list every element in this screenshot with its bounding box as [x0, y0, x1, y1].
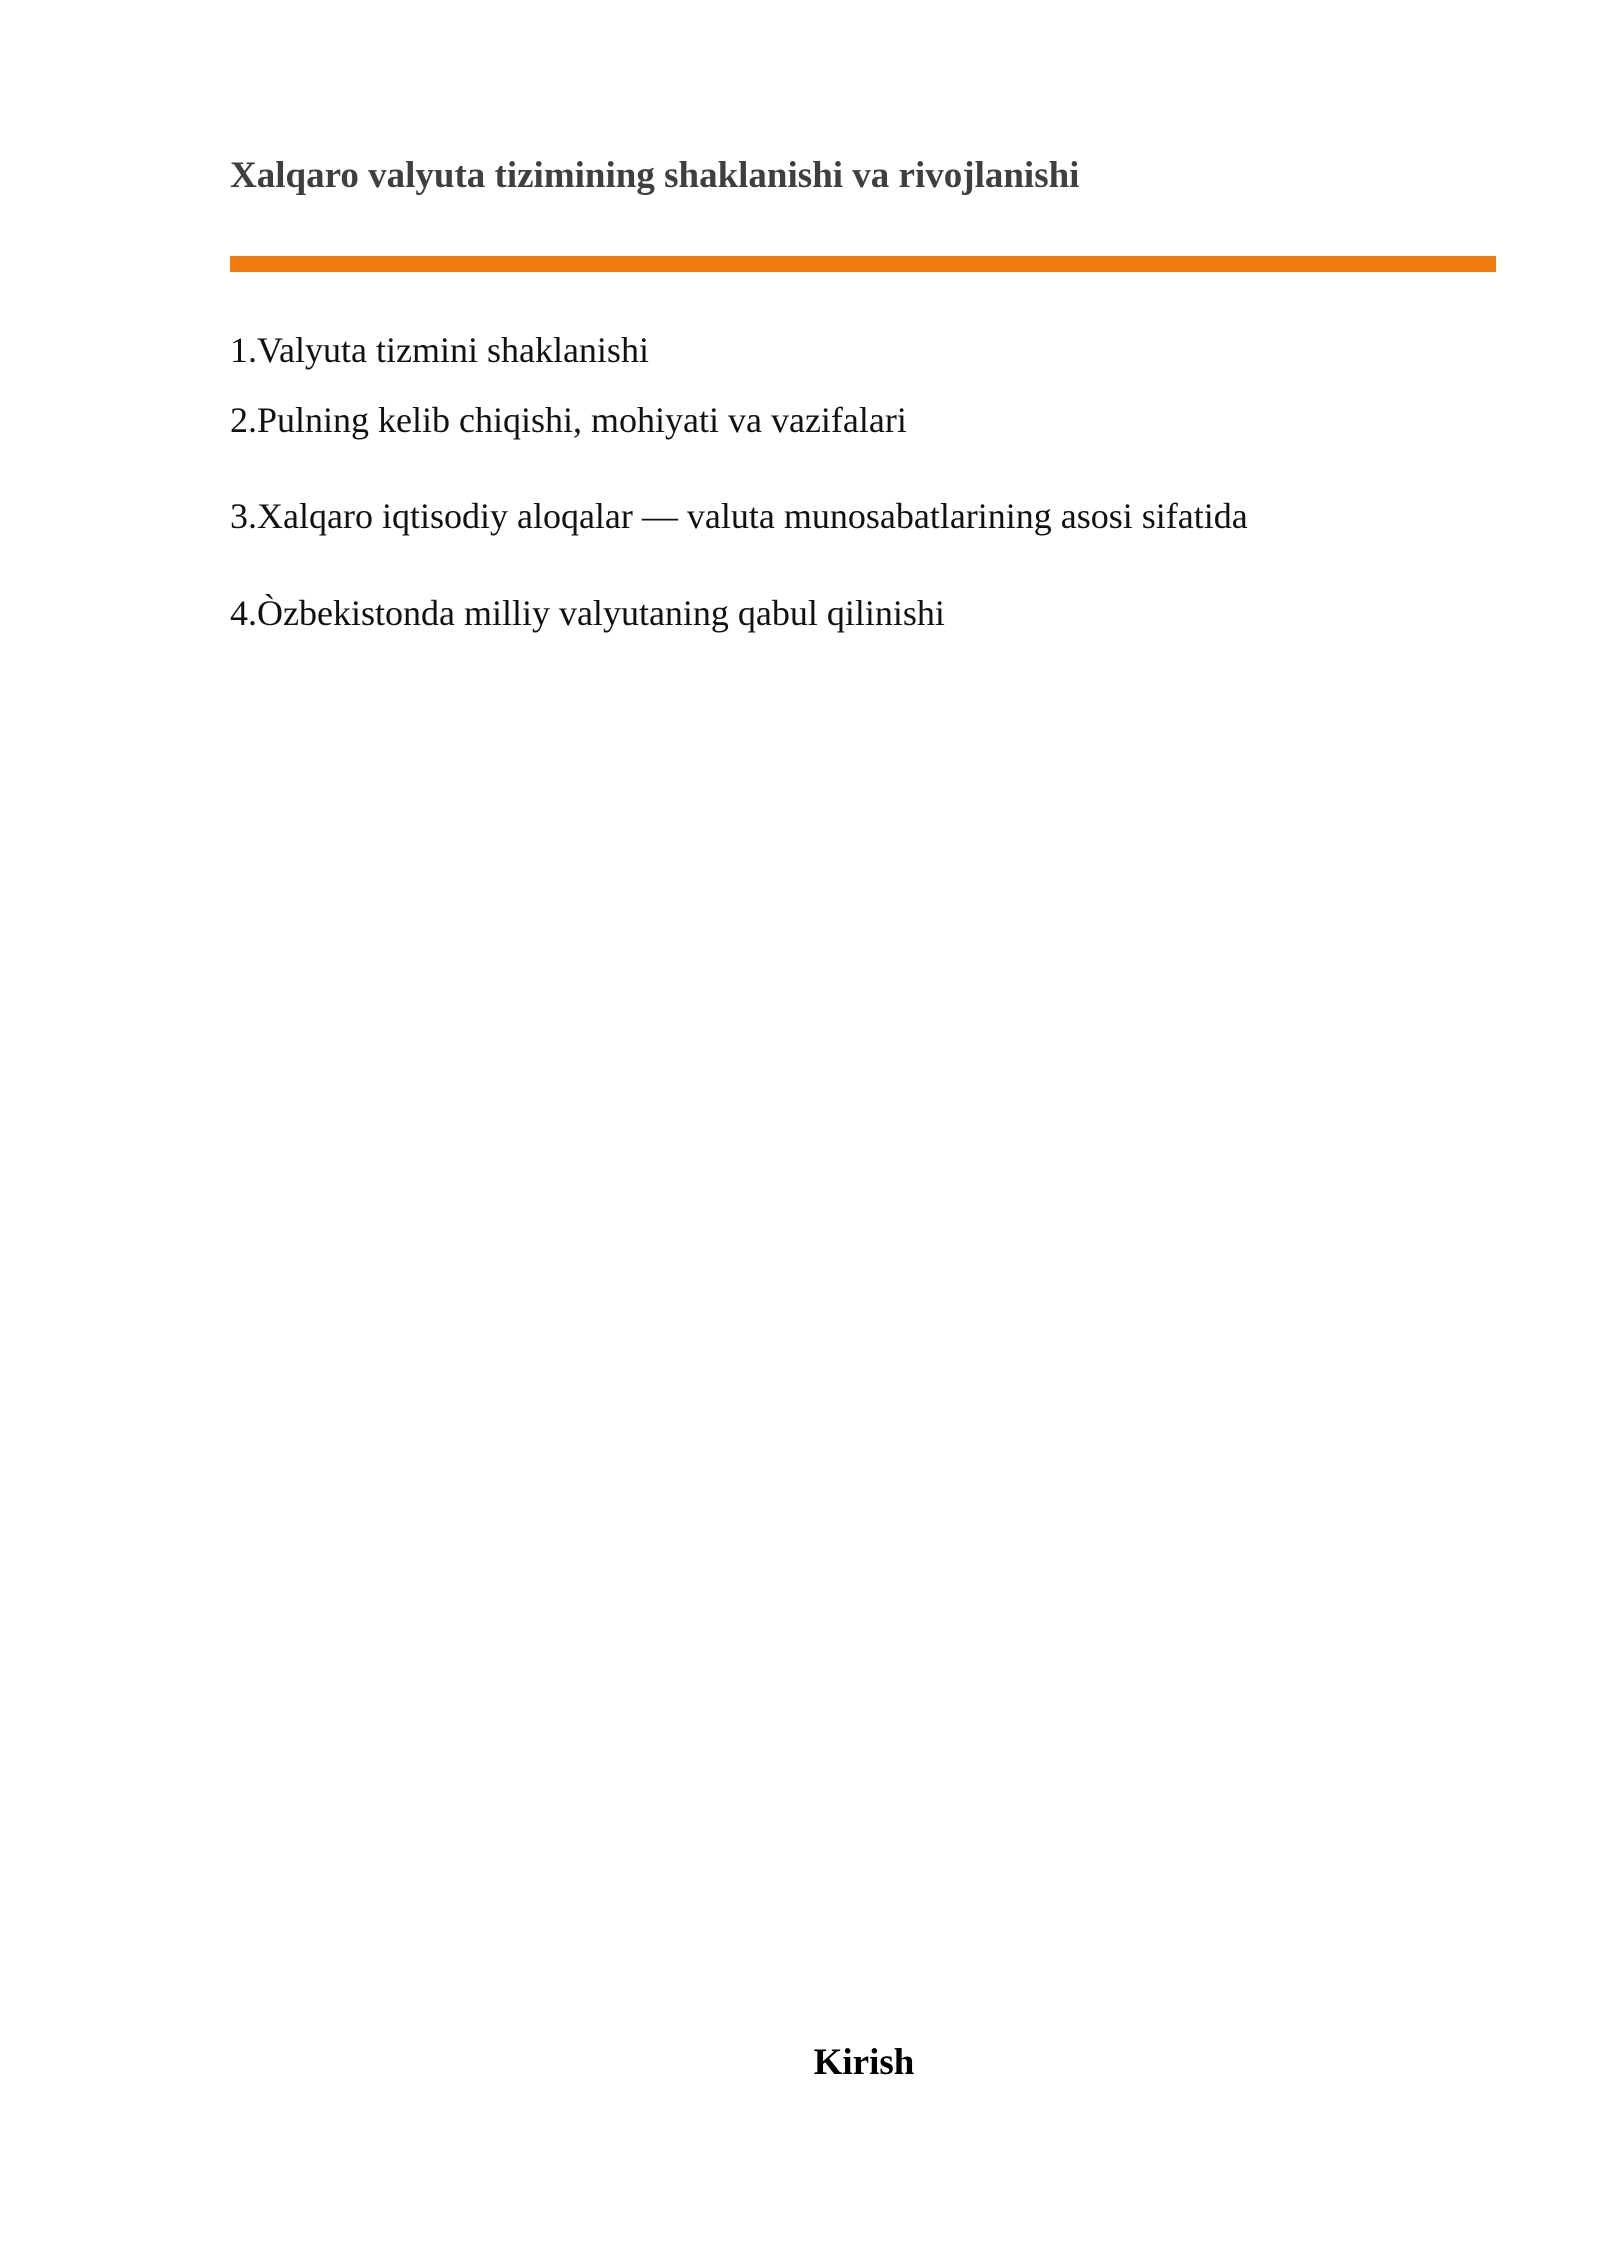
- contents-item-2: 2.Pulning kelib chiqishi, mohiyati va vazifalari: [230, 400, 907, 440]
- title-divider: [230, 256, 1496, 272]
- contents-item-4: 4.Òzbekistonda milliy valyutaning qabul qilinishi: [230, 593, 945, 633]
- document-title: Xalqaro valyuta tizimining shaklanishi va rivojlanishi: [230, 155, 1080, 196]
- contents-item-1: 1.Valyuta tizmini shaklanishi: [230, 330, 649, 370]
- contents-item-3: 3.Xalqaro iqtisodiy aloqalar — valuta munosabatlarining asosi sifatida: [230, 496, 1248, 536]
- section-heading-introduction: Kirish: [813, 2042, 915, 2083]
